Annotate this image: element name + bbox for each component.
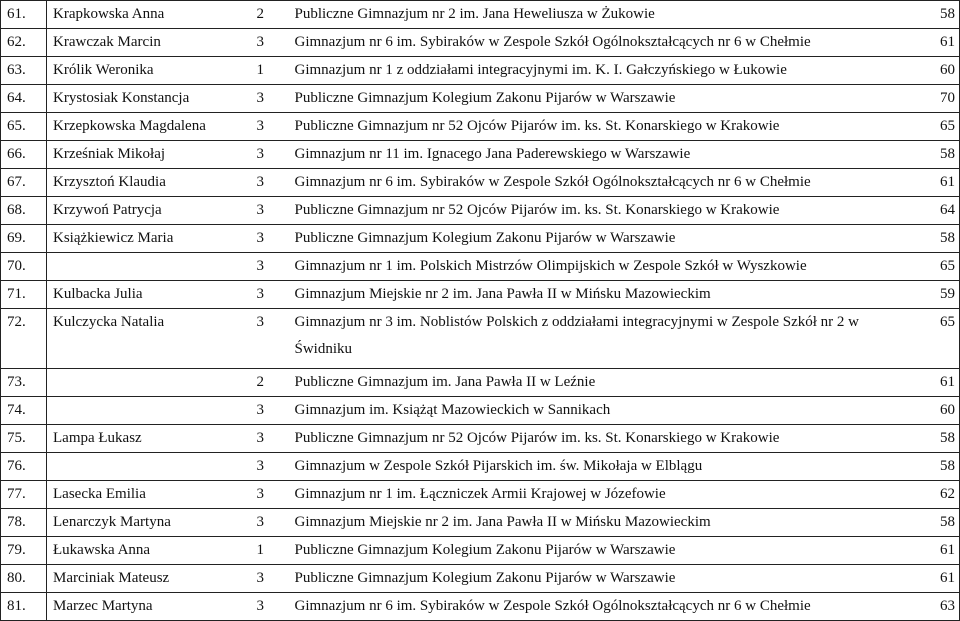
table-row [1,397,960,425]
score-cell: 70 [905,85,960,113]
school-name-cell: Publiczne Gimnazjum nr 2 im. Jana Heweliusza w Żukowie [295,1,905,29]
student-name-cell: Krzywoń Patrycja [47,197,255,225]
row-number-cell: 72. [1,309,47,369]
student-name-cell: Kulbacka Julia [47,281,255,309]
row-number-cell: 65. [1,113,47,141]
row-number-cell: 75. [1,425,47,453]
row-number-cell: 81. [1,593,47,621]
row-number-cell: 79. [1,537,47,565]
student-name-cell: Krzysztoń Klaudia [47,169,255,197]
class-level-cell: 3 [255,29,295,57]
class-level-cell: 3 [255,281,295,309]
table-row [1,481,960,509]
class-level-cell: 3 [255,169,295,197]
row-number-cell: 63. [1,57,47,85]
table-row [1,1,960,29]
class-level-cell: 3 [255,225,295,253]
school-name-cell: Publiczne Gimnazjum im. Jana Pawła II w Leźnie [295,369,905,397]
class-level-cell: 3 [255,85,295,113]
table-row [1,593,960,621]
class-level-cell: 3 [255,425,295,453]
score-cell: 64 [905,197,960,225]
school-name-cell: Gimnazjum Miejskie nr 2 im. Jana Pawła II w Mińsku Mazowieckim [295,509,905,537]
table-row [1,169,960,197]
row-number-cell: 70. [1,253,47,281]
class-level-cell: 3 [255,565,295,593]
class-level-cell: 3 [255,197,295,225]
score-cell: 58 [905,425,960,453]
score-cell: 58 [905,453,960,481]
table-row [1,253,960,281]
class-level-cell: 3 [255,397,295,425]
row-number-cell: 74. [1,397,47,425]
class-level-cell: 1 [255,57,295,85]
table-row [1,29,960,57]
row-number-cell: 69. [1,225,47,253]
row-number-cell: 76. [1,453,47,481]
row-number-cell: 68. [1,197,47,225]
student-name-cell: Krystosiak Konstancja [47,85,255,113]
student-name-cell [47,369,255,397]
score-cell: 61 [905,369,960,397]
row-number-cell: 61. [1,1,47,29]
score-cell: 65 [905,309,960,369]
score-cell: 61 [905,29,960,57]
school-name-cell: Publiczne Gimnazjum Kolegium Zakonu Pijarów w Warszawie [295,565,905,593]
class-level-cell: 3 [255,141,295,169]
score-cell: 62 [905,481,960,509]
school-name-cell: Gimnazjum nr 11 im. Ignacego Jana Paderewskiego w Warszawie [295,141,905,169]
table-row [1,565,960,593]
row-number-cell: 66. [1,141,47,169]
class-level-cell: 3 [255,453,295,481]
score-cell: 59 [905,281,960,309]
student-name-cell: Lampa Łukasz [47,425,255,453]
results-table-body [1,1,960,621]
table-row [1,141,960,169]
student-name-cell: Kulczycka Natalia [47,309,255,369]
table-row [1,425,960,453]
school-name-cell: Gimnazjum w Zespole Szkół Pijarskich im. św. Mikołaja w Elblągu [295,453,905,481]
score-cell: 58 [905,509,960,537]
score-cell: 58 [905,1,960,29]
school-name-cell: Gimnazjum nr 6 im. Sybiraków w Zespole Szkół Ogólnokształcących nr 6 w Chełmie [295,169,905,197]
student-name-cell [47,253,255,281]
row-number-cell: 67. [1,169,47,197]
student-name-cell: Lasecka Emilia [47,481,255,509]
school-name-cell: Gimnazjum nr 1 im. Polskich Mistrzów Olimpijskich w Zespole Szkół w Wyszkowie [295,253,905,281]
table-row [1,509,960,537]
row-number-cell: 80. [1,565,47,593]
table-row [1,369,960,397]
table-row [1,85,960,113]
school-name-cell: Gimnazjum Miejskie nr 2 im. Jana Pawła II w Mińsku Mazowieckim [295,281,905,309]
school-name-cell: Gimnazjum nr 1 im. Łączniczek Armii Krajowej w Józefowie [295,481,905,509]
student-name-cell: Krzepkowska Magdalena [47,113,255,141]
student-name-cell: Królik Weronika [47,57,255,85]
school-name-cell: Gimnazjum nr 6 im. Sybiraków w Zespole Szkół Ogólnokształcących nr 6 w Chełmie [295,29,905,57]
school-name-cell: Gimnazjum nr 6 im. Sybiraków w Zespole Szkół Ogólnokształcących nr 6 w Chełmie [295,593,905,621]
class-level-cell: 2 [255,369,295,397]
class-level-cell: 3 [255,253,295,281]
row-number-cell: 78. [1,509,47,537]
table-row [1,309,960,369]
student-name-cell [47,397,255,425]
score-cell: 58 [905,225,960,253]
class-level-cell: 3 [255,113,295,141]
school-name-cell: Publiczne Gimnazjum nr 52 Ojców Pijarów im. ks. St. Konarskiego w Krakowie [295,197,905,225]
class-level-cell: 3 [255,509,295,537]
score-cell: 63 [905,593,960,621]
score-cell: 61 [905,565,960,593]
school-name-cell: Publiczne Gimnazjum nr 52 Ojców Pijarów im. ks. St. Konarskiego w Krakowie [295,425,905,453]
school-name-cell: Publiczne Gimnazjum nr 52 Ojców Pijarów im. ks. St. Konarskiego w Krakowie [295,113,905,141]
table-row [1,57,960,85]
student-name-cell: Książkiewicz Maria [47,225,255,253]
score-cell: 61 [905,537,960,565]
score-cell: 65 [905,113,960,141]
class-level-cell: 3 [255,309,295,369]
school-name-cell: Publiczne Gimnazjum Kolegium Zakonu Pijarów w Warszawie [295,225,905,253]
score-cell: 65 [905,253,960,281]
score-cell: 60 [905,397,960,425]
school-name-cell: Publiczne Gimnazjum Kolegium Zakonu Pijarów w Warszawie [295,537,905,565]
table-row [1,197,960,225]
table-row [1,281,960,309]
school-name-cell: Gimnazjum im. Książąt Mazowieckich w Sannikach [295,397,905,425]
score-cell: 61 [905,169,960,197]
school-name-cell: Gimnazjum nr 3 im. Noblistów Polskich z oddziałami integracyjnymi w Zespole Szkół nr 2 w Świdniku [295,309,905,369]
student-name-cell: Łukawska Anna [47,537,255,565]
row-number-cell: 64. [1,85,47,113]
table-row [1,537,960,565]
score-cell: 60 [905,57,960,85]
school-name-cell: Publiczne Gimnazjum Kolegium Zakonu Pijarów w Warszawie [295,85,905,113]
class-level-cell: 1 [255,537,295,565]
student-name-cell: Krawczak Marcin [47,29,255,57]
student-name-cell: Marzec Martyna [47,593,255,621]
class-level-cell: 3 [255,481,295,509]
student-name-cell: Marciniak Mateusz [47,565,255,593]
table-row [1,453,960,481]
student-name-cell [47,453,255,481]
school-name-cell: Gimnazjum nr 1 z oddziałami integracyjnymi im. K. I. Gałczyńskiego w Łukowie [295,57,905,85]
student-name-cell: Lenarczyk Martyna [47,509,255,537]
class-level-cell: 3 [255,593,295,621]
class-level-cell: 2 [255,1,295,29]
row-number-cell: 62. [1,29,47,57]
row-number-cell: 73. [1,369,47,397]
student-name-cell: Krapkowska Anna [47,1,255,29]
table-row [1,225,960,253]
row-number-cell: 71. [1,281,47,309]
score-cell: 58 [905,141,960,169]
student-name-cell: Krześniak Mikołaj [47,141,255,169]
row-number-cell: 77. [1,481,47,509]
table-row [1,113,960,141]
